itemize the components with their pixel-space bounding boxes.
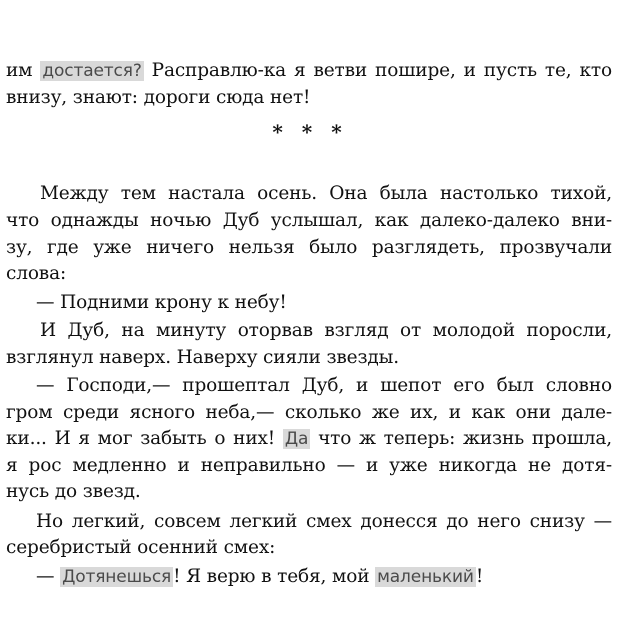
text-line: Но легкий, совсем легкий смех донесся до него снизу — [36, 511, 612, 532]
text-fragment: им [6, 60, 41, 81]
text-line: зу, где уже ничего нельзя было разглядеть, прозвучали [6, 237, 612, 258]
text-line: слова: [6, 263, 67, 284]
text-line: — Господи,— прошептал Дуб, и шепот его был словно [36, 375, 612, 396]
highlighted-word: достается? [42, 61, 142, 81]
section-separator: * * * [272, 120, 348, 144]
highlighted-word: Дотянешься [62, 567, 172, 587]
text-line [6, 426, 612, 452]
highlighted-word: маленький [377, 567, 474, 587]
text-line [6, 58, 612, 84]
text-fragment: ки... И я мог забыть о них! [6, 428, 283, 449]
text-line: Между тем настала осень. Она была настолько тихой, [40, 183, 612, 204]
text-line: серебристый осенний смех: [6, 537, 276, 558]
text-line [36, 564, 612, 590]
text-line: внизу, знают: дороги сюда нет! [6, 87, 311, 108]
text-fragment: ! [475, 566, 484, 587]
text-fragment: Расправлю-ка я ветви пошире, и пусть те, кто [143, 60, 612, 81]
text-line: я рос медленно и неправильно — и уже никогда не дотя- [6, 455, 612, 476]
text-line: И Дуб, на минуту оторвав взгляд от молодой поросли, [40, 320, 612, 341]
text-line: гром среди ясного неба,— сколько же их, и как они дале- [6, 402, 612, 423]
text-fragment: что ж теперь: жизнь прошла, [310, 428, 613, 449]
text-line: — Подними крону к небу! [36, 292, 287, 313]
text-line: что однажды ночью Дуб услышал, как далеко-далеко вни- [6, 210, 612, 231]
text-line: взглянул наверх. Наверху сияли звезды. [6, 347, 399, 368]
text-line: нусь до звезд. [6, 481, 141, 502]
text-fragment: — [36, 566, 61, 587]
highlighted-word: Да [284, 429, 309, 449]
text-fragment: ! Я верю в тебя, мой [173, 566, 376, 587]
